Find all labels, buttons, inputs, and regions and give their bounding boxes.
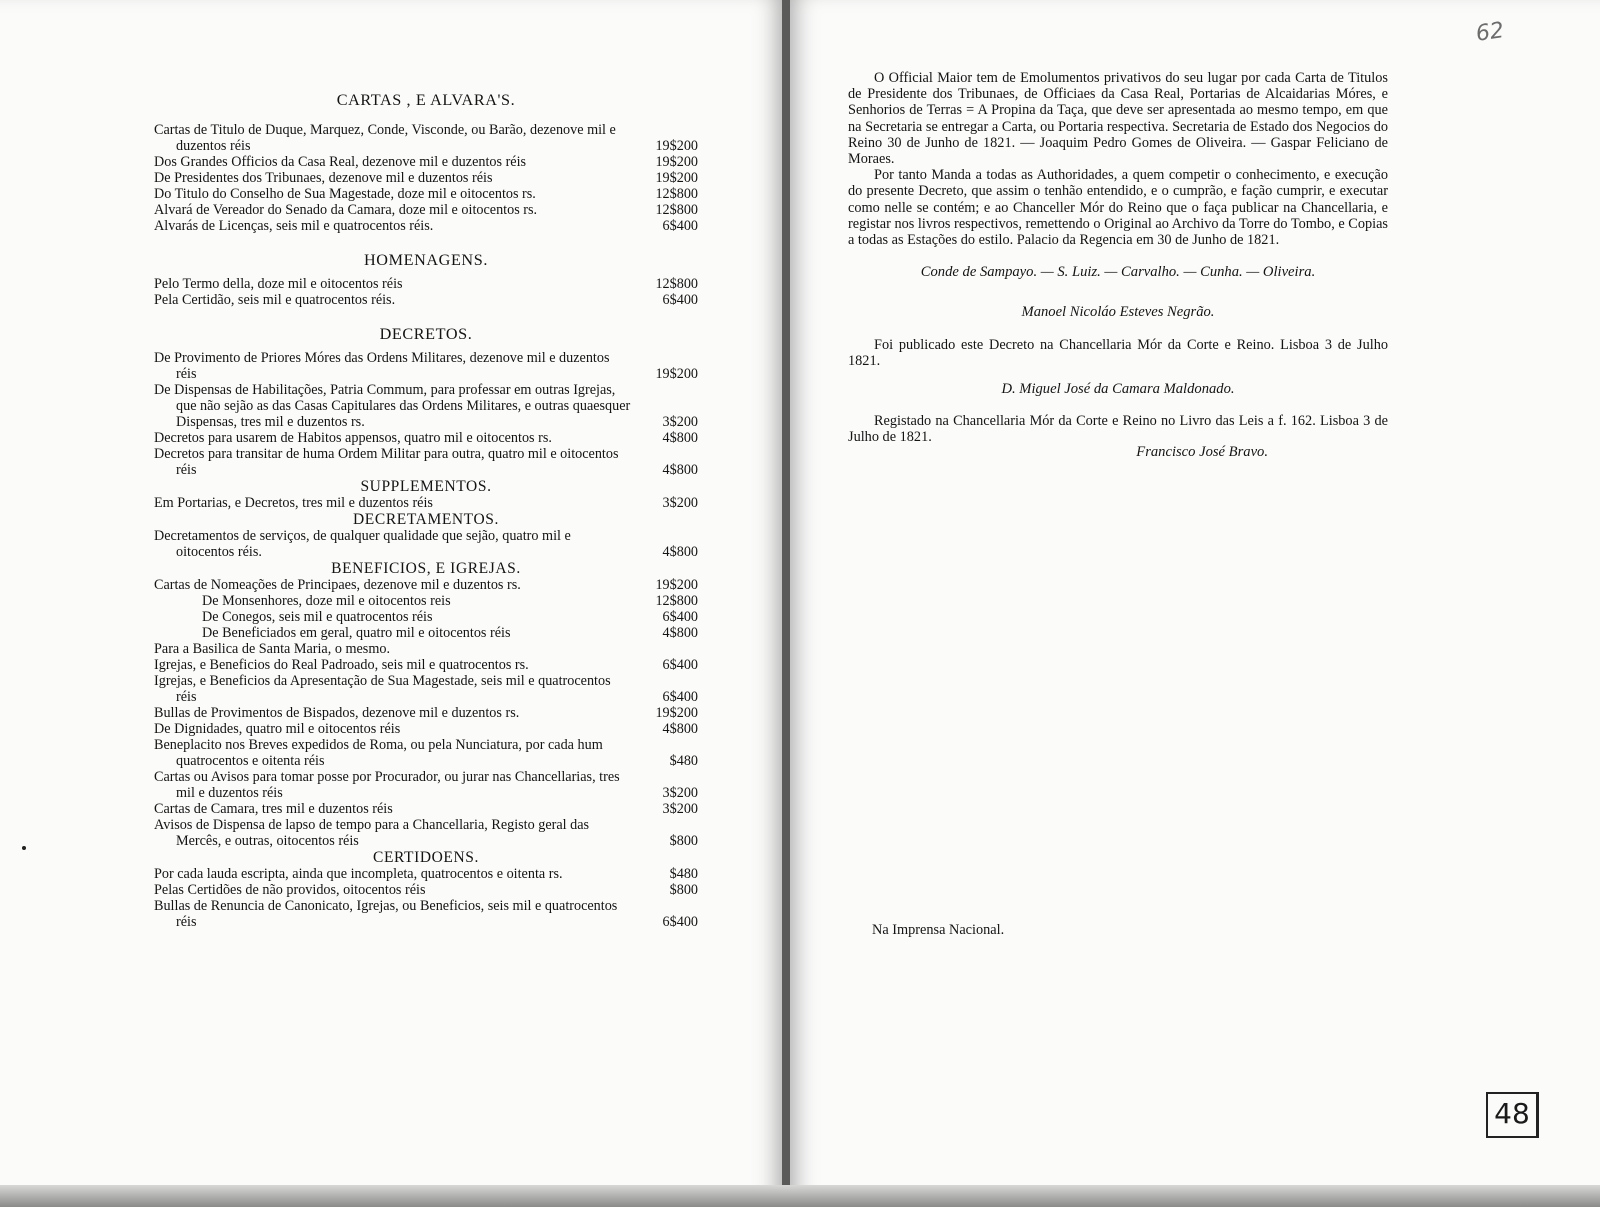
fee-description: Alvarás de Licenças, seis mil e quatrocentos réis. (154, 218, 434, 234)
fee-description: Dos Grandes Officios da Casa Real, dezenove mil e duzentos réis (154, 154, 527, 170)
fee-description: Alvará de Vereador do Senado da Camara, doze mil e oitocentos rs. (154, 202, 538, 218)
page-bottom-edge (0, 1185, 1600, 1207)
printer-imprint: Na Imprensa Nacional. (872, 922, 1005, 938)
section-heading: HOMENAGENS. (364, 251, 488, 269)
fee-amount: $480 (669, 753, 698, 769)
fee-description: Por cada lauda escripta, ainda que incompleta, quatrocentos e oitenta rs. (154, 866, 563, 882)
registration-paragraph: Registado na Chancellaria Mór da Corte e Reino no Livro das Leis a f. 162. Lisboa 3 de Julho de 1821. (848, 413, 1388, 446)
fee-amount: 4$800 (662, 625, 698, 641)
fee-row (154, 276, 698, 292)
fee-description: De Presidentes dos Tribunaes, dezenove mil e duzentos réis (154, 170, 493, 186)
fee-row (154, 898, 698, 930)
signatories-line: Conde de Sampayo. — S. Luiz. — Carvalho. — Cunha. — Oliveira. (920, 264, 1316, 281)
fee-amount: 3$200 (662, 414, 698, 430)
section-heading: BENEFICIOS, E IGREJAS. (331, 560, 521, 577)
fee-description: Igrejas, e Beneficios do Real Padroado, seis mil e quatrocentos rs. (154, 657, 529, 673)
fee-amount: 6$400 (662, 218, 698, 234)
fee-description: Cartas ou Avisos para tomar posse por Procurador, ou jurar nas Chancellarias, tres mil e duzentos réis (154, 769, 620, 801)
fee-amount: 12$800 (655, 186, 698, 202)
fee-row (154, 737, 698, 769)
fee-description: De Monsenhores, doze mil e oitocentos reis (202, 593, 451, 609)
fee-row (154, 528, 698, 560)
fee-description: Para a Basilica de Santa Maria, o mesmo. (154, 641, 390, 657)
fee-row (154, 641, 698, 657)
fee-amount: 6$400 (662, 689, 698, 705)
fee-amount: 4$800 (662, 544, 698, 560)
book-gutter (782, 0, 790, 1207)
fee-amount: 3$200 (662, 801, 698, 817)
section-heading: CERTIDOENS. (373, 849, 479, 866)
fee-row (154, 446, 698, 478)
fee-description: Avisos de Dispensa de lapso de tempo para a Chancellaria, Registo geral das Mercês, e outras, oitocentos réis (154, 817, 590, 849)
section-heading: DECRETAMENTOS. (353, 511, 499, 528)
fee-amount: 6$400 (662, 914, 698, 930)
signer-negrao: Manoel Nicoláo Esteves Negrão. (1021, 304, 1215, 321)
fee-row (154, 292, 698, 308)
fee-row (154, 430, 698, 446)
fee-row (154, 577, 698, 593)
fee-description: Pela Certidão, seis mil e quatrocentos réis. (154, 292, 396, 308)
fee-schedule-column (154, 92, 698, 930)
fee-row (154, 769, 698, 801)
fee-row (154, 186, 698, 202)
signer-maldonado: D. Miguel José da Camara Maldonado. (1001, 381, 1235, 398)
fee-amount: 4$800 (662, 462, 698, 478)
fee-description: Cartas de Nomeações de Principaes, dezenove mil e duzentos rs. (154, 577, 521, 593)
fee-row (154, 593, 698, 609)
fee-amount: 12$800 (655, 276, 698, 292)
fee-row (154, 202, 698, 218)
fee-row (154, 673, 698, 705)
fee-description: Beneplacito nos Breves expedidos de Roma, ou pela Nunciatura, por cada hum quatrocentos e oitenta réis (154, 737, 603, 769)
fee-amount: 12$800 (655, 202, 698, 218)
fee-row (154, 154, 698, 170)
fee-description: De Dignidades, quatro mil e oitocentos réis (154, 721, 401, 737)
left-page (0, 0, 782, 1207)
fee-amount: 6$400 (662, 292, 698, 308)
section-heading: SUPPLEMENTOS. (360, 478, 492, 495)
fee-amount: 3$200 (662, 785, 698, 801)
fee-description: Igrejas, e Beneficios da Apresentação de Sua Magestade, seis mil e quatrocentos réis (154, 673, 611, 705)
fee-description: Decretos para transitar de huma Ordem Militar para outra, quatro mil e oitocentos réis (154, 446, 619, 478)
fee-description: De Conegos, seis mil e quatrocentos réis (202, 609, 433, 625)
fee-row (154, 609, 698, 625)
archive-stamp: 48 (1486, 1092, 1539, 1138)
fee-amount: 4$800 (662, 430, 698, 446)
fee-row (154, 657, 698, 673)
fee-description: De Dispensas de Habilitações, Patria Commum, para professar em outras Igrejas, que não sejão as das Casas Capitulares das Ordens Militares, e outras quaesquer Dispensas, tres mil e duzentos rs. (154, 382, 631, 430)
fee-amount: 3$200 (662, 495, 698, 511)
fee-description: Pelo Termo della, doze mil e oitocentos réis (154, 276, 403, 292)
fee-row (154, 218, 698, 234)
fee-amount: $800 (669, 882, 698, 898)
fee-amount: 19$200 (655, 138, 698, 154)
fee-amount: 4$800 (662, 721, 698, 737)
fee-description: Decretamentos de serviços, de qualquer qualidade que sejão, quatro mil e oitocentos réis. (154, 528, 571, 560)
fee-row (154, 721, 698, 737)
fee-row (154, 705, 698, 721)
fee-amount: 6$400 (662, 657, 698, 673)
fee-description: Bullas de Provimentos de Bispados, dezenove mil e duzentos rs. (154, 705, 520, 721)
fee-row (154, 866, 698, 882)
decree-text-column (848, 70, 1388, 460)
fee-row (154, 382, 698, 430)
handwritten-folio-number: 62 (1474, 18, 1506, 47)
fee-description: De Beneficiados em geral, quatro mil e oitocentos réis (202, 625, 511, 641)
fee-description: Cartas de Titulo de Duque, Marquez, Conde, Visconde, ou Barão, dezenove mil e duzentos réis (154, 122, 616, 154)
fee-amount: 19$200 (655, 154, 698, 170)
fee-amount: 19$200 (655, 170, 698, 186)
authorities-paragraph: Por tanto Manda a todas as Authoridades, a quem competir o conhecimento, e execução do presente Decreto, que assim o tenhão entendido, e o cumprão, e fação cumprir, e executar como nelle se contém; e ao Chanceller Mór do Reino que o faça publicar na Chancellaria, e registar nos livros respectivos, remettendo o Original ao Archivo da Torre do Tombo, e Copias a todas as Estações do estilo. Palacio da Regencia em 30 de Junho de 1821. (848, 167, 1388, 249)
fee-description: Do Titulo do Conselho de Sua Magestade, doze mil e oitocentos rs. (154, 186, 536, 202)
fee-amount: 19$200 (655, 577, 698, 593)
fee-row (154, 817, 698, 849)
fee-description: Pelas Certidões de não providos, oitocentos réis (154, 882, 426, 898)
official-maior-paragraph: O Official Maior tem de Emolumentos privativos do seu lugar por cada Carta de Titulos de Presidente dos Tribunaes, de Officiaes da Casa Real, Portarias de Alcaidarias Móres, e Senhorios de Terras = A Propina da Taça, que deve ser apresentada ao mesmo tempo, em que na Secretaria se entregar a Carta, ou Portaria respectiva. Secretaria de Estado dos Negocios do Reino 30 de Junho de 1821. — Joaquim Pedro Gomes de Oliveira. — Gaspar Feliciano de Moraes. (848, 70, 1388, 168)
fee-row (154, 170, 698, 186)
fee-amount: $800 (669, 833, 698, 849)
fee-row (154, 882, 698, 898)
ink-speck (22, 846, 26, 850)
fee-description: Cartas de Camara, tres mil e duzentos réis (154, 801, 393, 817)
fee-amount: 6$400 (662, 609, 698, 625)
fee-row (154, 122, 698, 154)
signer-bravo: Francisco José Bravo. (1136, 443, 1268, 460)
fee-amount: 12$800 (655, 593, 698, 609)
fee-row (154, 801, 698, 817)
fee-row (154, 625, 698, 641)
fee-description: Bullas de Renuncia de Canonicato, Igrejas, ou Beneficios, seis mil e quatrocentos réis (154, 898, 618, 930)
fee-description: Em Portarias, e Decretos, tres mil e duzentos réis (154, 495, 433, 511)
fee-description: Decretos para usarem de Habitos appensos, quatro mil e oitocentos rs. (154, 430, 552, 446)
fee-amount: 19$200 (655, 366, 698, 382)
publication-paragraph: Foi publicado este Decreto na Chancellaria Mór da Corte e Reino. Lisboa 3 de Julho 1821. (848, 336, 1388, 369)
fee-description: De Provimento de Priores Móres das Ordens Militares, dezenove mil e duzentos réis (154, 350, 610, 382)
fee-row (154, 495, 698, 511)
section-heading: CARTAS , E ALVARA'S. (336, 91, 516, 109)
section-heading: DECRETOS. (379, 325, 473, 343)
fee-amount: $480 (669, 866, 698, 882)
fee-row (154, 350, 698, 382)
fee-amount: 19$200 (655, 705, 698, 721)
